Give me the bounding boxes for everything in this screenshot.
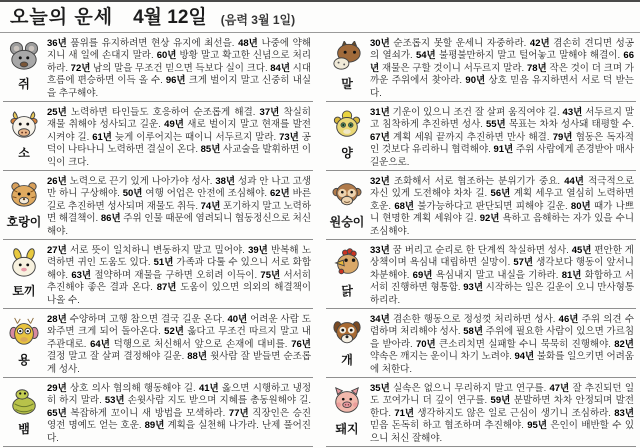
fortune-row <box>3 33 313 102</box>
dog-icon <box>332 317 362 347</box>
animal-name: 원숭이 <box>329 215 365 229</box>
pig-icon <box>332 386 362 416</box>
fortune-text: 29년 상호 의사 협의해 행동해야 길. 41년 옳으면 시행하고 냉정히 하지 말라. 53년 손윗사람 지도 받으며 지혜를 총동원해야 길. 65년 복잡하게 꼬이니 새 방법을 모색하라. 77년 직장인은 승진 영전 명예도 얻는 호운. 89년 계획을 실천해 나가라. 난제 풀어진다. <box>47 383 312 444</box>
fortune-row <box>3 309 313 378</box>
fortune-row <box>3 240 313 309</box>
fortune-row <box>3 171 313 240</box>
horse-icon <box>332 41 362 71</box>
animal-name: 개 <box>341 353 353 367</box>
fortune-row <box>3 378 313 447</box>
lunar-date: (음력 3월 1일) <box>220 13 296 27</box>
animal-cell <box>326 244 368 299</box>
fortune-row <box>3 102 313 171</box>
fortune-row <box>326 378 636 447</box>
page-header <box>0 2 640 33</box>
fortune-date: 4월 12일 <box>133 7 207 28</box>
fortune-text: 32년 조화해서 서로 협조하는 분위기가 중요. 44년 적극적으로 자신 있게 도전해야 차차 길. 56년 계획 세우고 열심히 노력하면 호운. 68년 불가능하다고 판단되면 피해야 길운. 80년 때가 나쁘니 현명한 계획 세워야 길. 92년 욕하고 음해하는 자가 있을 수니 조심해야. <box>370 176 635 237</box>
rabbit-icon <box>9 248 39 278</box>
fortune-text: 33년 꿈 버리고 순리로 한 단계씩 착실하면 성사. 45년 편안한 게 상책이며 욕심내 대립하면 실망이. 57년 생각보다 행동이 앞서니 차분해야. 69년 욕심내지 말고 내실을 기하라. 81년 화합하고 서서히 진행하면 형통함. 93년 시작하는 일은 길운이 오니 만사형통하리라. <box>370 245 634 306</box>
fortune-text: 35년 실속은 없으니 무리하지 말고 연구를. 47년 잘 추진되던 일도 꼬여가니 더 깊이 연구를. 59년 분발하면 차차 안정되며 발전한다. 71년 생각하지도 않은 일로 근심이 생기니 조심하라. 83년 믿음 돈독히 하고 협조하며 추진해야. 95년 은인이 배반할 수 있으니 처신 잘해야. <box>370 383 634 444</box>
animal-cell <box>3 175 45 230</box>
fortune-text: 34년 겸손한 행동으로 정성껏 처리하면 성사. 46년 주위 의견 수렴하며 처리해야 성사. 58년 주위에 필요한 사람이 있으면 가르침을 받아라. 70년 큰소리치면 실패할 수니 묵묵히 진행해야. 82년 약속은 깨지는 운이니 차기 노려야. 94년 불화를 일으키면 어려움에 처한다. <box>370 314 635 375</box>
animal-cell <box>326 106 368 161</box>
animal-cell <box>326 37 368 92</box>
animal-cell <box>3 244 45 299</box>
rooster-icon <box>332 248 362 278</box>
animal-name: 닭 <box>341 284 353 298</box>
snake-icon <box>9 386 39 416</box>
animal-name: 뱀 <box>18 422 30 436</box>
animal-name: 소 <box>18 146 30 160</box>
animal-cell <box>326 175 368 230</box>
fortune-text: 30년 순조롭지 못할 운세니 자중하라. 42년 겸손히 견디면 성공의 열쇠가. 54년 불평불만하지 말고 털어놓고 말해야 해결이. 66년 재물은 구할 것이니 서두르지 말라. 78년 작은 것이 더 크며 가까운 주위에서 찾아라. 90년 상호 믿음 유지하면서 서로 덕 받는다. <box>370 38 634 99</box>
tiger-icon <box>9 179 39 209</box>
sheep-icon <box>332 110 362 140</box>
animal-name: 돼지 <box>335 422 359 436</box>
rat-icon <box>9 41 39 71</box>
fortune-row <box>326 171 636 240</box>
animal-cell <box>326 382 368 437</box>
fortune-row <box>326 33 636 102</box>
fortune-text: 26년 노력으로 끈기 있게 나아가야 성사. 38년 성과 안 나고 고생만 하니 구상해야. 50년 여행 어업은 안전에 조심해야. 62년 바른 길로 추진하면 성사되며 재물도 취득. 74년 포기하지 말고 노력하면 해결책이. 86년 주위 인물 때문에 염려되니 협동정신으로 처신해야. <box>47 176 312 237</box>
fortune-text: 27년 서로 뜻이 일치하니 변동하지 말고 밀어야. 39년 반복해 노력하면 귀인 도움도 있다. 51년 가족과 다툴 수 있으니 서로 화합해야. 63년 절약하며 재물을 구하면 오히려 이득이. 75년 서서히 추진해야 좋은 결과 온다. 87년 도움이 있으면 의외의 해결책이 나올 수. <box>47 245 312 306</box>
animal-cell <box>3 313 45 368</box>
ox-icon <box>9 110 39 140</box>
page-title: 오늘의 운세 <box>10 7 114 28</box>
fortune-row <box>326 240 636 309</box>
animal-cell <box>3 382 45 437</box>
fortune-row <box>326 309 636 378</box>
animal-name: 쥐 <box>18 77 30 91</box>
fortune-text: 28년 수양하며 고행 참으면 결국 길운 온다. 40년 어려운 사람 도와주면 크게 되어 돌아온다. 52년 옳다고 무조건 따르지 말고 내 주관대로. 64년 덕행으로 처신해서 앞으로 손재에 대비를. 76년 결정 말고 잘 살펴 결정해야 길운. 88년 윗사람 잘 받들면 순조롭게 성사. <box>47 314 311 375</box>
animal-name: 호랑이 <box>6 215 42 229</box>
fortune-text: 36년 품위를 유지하려면 현상 유지에 최선을. 48년 나중에 약해지니 새 일에 손대지 말라. 60년 방황 말고 확고한 신념으로 처리하라. 72년 남의 말을 무조건 믿으면 득보다 실이 크다. 84년 시대 흐름에 편승하면 이득 올 수. 96년 크게 벌이지 말고 신중히 내실을 추구해야. <box>47 38 312 99</box>
animal-name: 양 <box>341 146 353 160</box>
fortune-columns <box>0 33 640 447</box>
fortune-row <box>326 102 636 171</box>
column-right <box>326 33 636 447</box>
column-left <box>3 33 313 447</box>
fortune-text: 25년 노력하면 타인들도 호응하여 순조롭게 해결. 37년 착실히 재물 취해야 성사되고 길운. 49년 새로 벌이지 말고 현재를 발전시켜야 길. 61년 늦게 이루어지는 때이니 서두르지 말라. 73년 공덕이 나타나니 노력하면 결실이 온다. 85년 사교술을 발휘하면 이익이 크다. <box>47 107 311 168</box>
animal-cell <box>326 313 368 368</box>
dragon-icon <box>9 317 39 347</box>
animal-cell <box>3 37 45 92</box>
animal-name: 용 <box>18 353 30 367</box>
animal-name: 토끼 <box>12 284 36 298</box>
animal-cell <box>3 106 45 161</box>
monkey-icon <box>332 179 362 209</box>
fortune-text: 31년 기운이 있으니 조건 잘 살펴 움직여야 길. 43년 서두르지 말고 침착하게 추진하면 성사. 55년 목표는 차차 성사돼 태평할 수. 67년 계획 세워 끝까지 추진하면 만사 해결. 79년 협동은 독자적인 것보다 유리하니 협력해야. 91년 주위 사람에게 존경받아 매사 길운으로. <box>370 107 635 168</box>
animal-name: 말 <box>341 77 353 91</box>
